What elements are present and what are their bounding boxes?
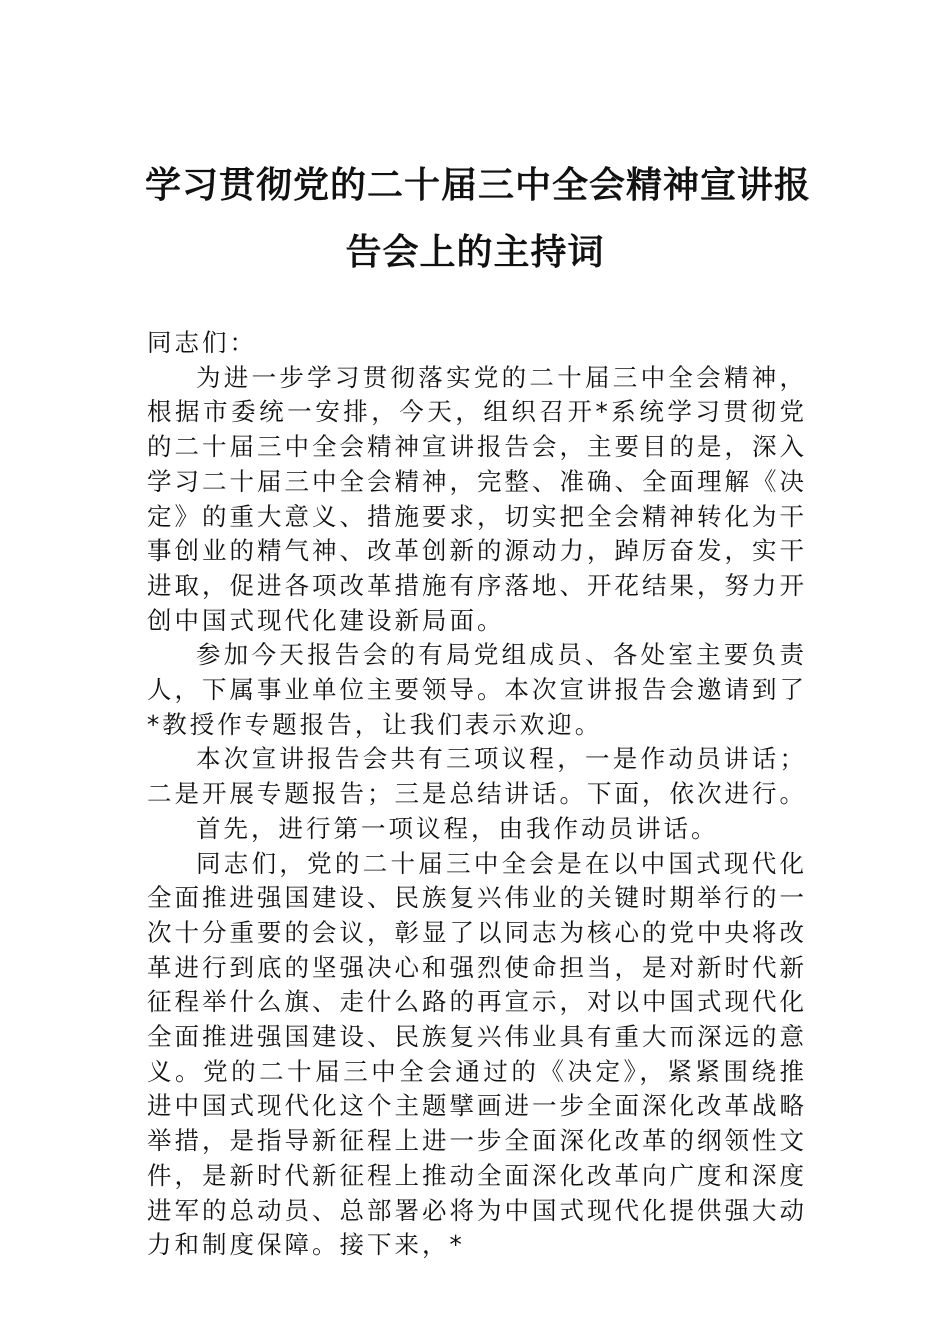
- paragraph-speech: 同志们，党的二十届三中全会是在以中国式现代化全面推进强国建设、民族复兴伟业的关键时期举行的一次十分重要的会议，彰显了以同志为核心的党中央将改革进行到底的坚强决心和强烈使命担当，是对新时代新征程举什么旗、走什么路的再宣示，对以中国式现代化全面推进强国建设、民族复兴伟业具有重大而深远的意义。党的二十届三中全会通过的《决定》，紧紧围绕推进中国式现代化这个主题擘画进一步全面深化改革战略举措，是指导新征程上进一步全面深化改革的纲领性文件，是新时代新征程上推动全面深化改革向广度和深度进军的总动员、总部署必将为中国式现代化提供强大动力和制度保障。接下来，*: [147, 848, 807, 1260]
- document-body: [147, 326, 807, 1263]
- paragraph-purpose: 为进一步学习贯彻落实党的二十届三中全会精神，根据市委统一安排，今天，组织召开*系统学习贯彻党的二十届三中全会精神宣讲报告会，主要目的是，深入学习二十届三中全会精神，完整、准确、全面理解《决定》的重大意义、措施要求，切实把全会精神转化为干事创业的精气神、改革创新的源动力，踔厉奋发，实干进取，促进各项改革措施有序落地、开花结果，努力开创中国式现代化建设新局面。: [147, 362, 807, 635]
- paragraph-first-item: 首先，进行第一项议程，由我作动员讲话。: [196, 813, 719, 843]
- salutation: 同志们：: [147, 328, 257, 357]
- document-title-line-1: 学习贯彻党的二十届三中全会精神宣讲报: [145, 164, 812, 206]
- paragraph-attendees: 参加今天报告会的有局党组成员、各处室主要负责人，下属事业单位主要领导。本次宣讲报告会邀请到了*教授作专题报告，让我们表示欢迎。: [147, 640, 807, 739]
- document-title-line-2: 告会上的主持词: [345, 231, 605, 273]
- paragraph-agenda: 本次宣讲报告会共有三项议程，一是作动员讲话；二是开展专题报告；三是总结讲话。下面，依次进行。: [147, 744, 807, 809]
